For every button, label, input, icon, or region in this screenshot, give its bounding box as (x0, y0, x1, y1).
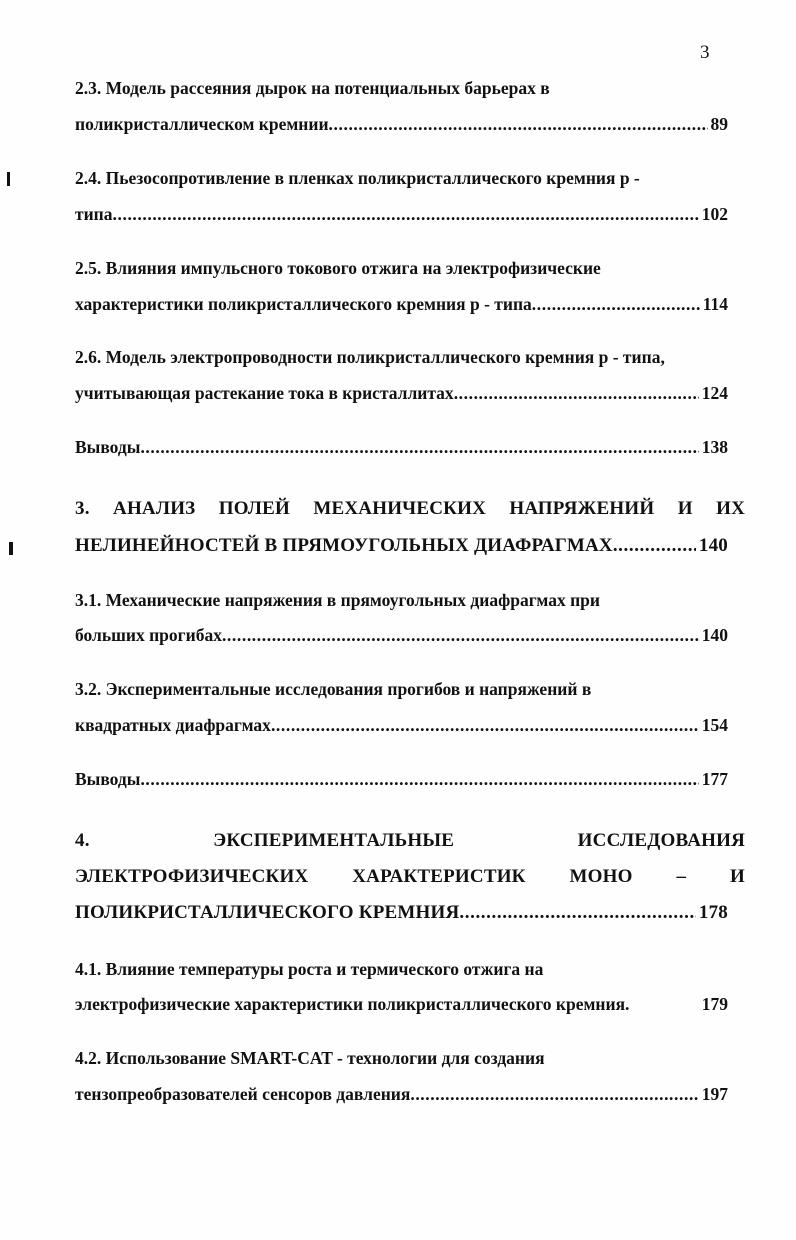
toc-entry-title: 3.2. Экспериментальные исследования прогибов и напряжений в (75, 679, 592, 699)
toc-entry-title: 2.5. Влияния импульсного токового отжига на электрофизические (75, 258, 601, 278)
toc-entry-title: Выводы (75, 769, 141, 789)
toc-page-number: 177 (701, 769, 728, 789)
dot-leader (140, 767, 698, 791)
toc-entry-title: учитывающая растекание тока в кристаллитах (75, 383, 454, 403)
toc-entry-title: характеристики поликристаллического кремния р - типа (75, 294, 532, 314)
page-number: 3 (700, 42, 710, 63)
toc-page-number: 178 (698, 902, 728, 923)
toc-page-number: 124 (701, 383, 728, 403)
toc-page-number: 140 (698, 535, 728, 556)
toc-entry-title: 4.2. Использование SMART-CAT - технологии для создания (75, 1048, 545, 1068)
dot-leader (113, 202, 699, 226)
toc-entry-title: 3.1. Механические напряжения в прямоугольных диафрагмах при (75, 590, 600, 610)
scan-mark (9, 542, 13, 555)
toc-chapter-title: ЭЛЕКТРОФИЗИЧЕСКИХ ХАРАКТЕРИСТИК МОНО – И (75, 866, 745, 887)
toc-page-number: 114 (702, 294, 728, 314)
toc-page-number: 89 (710, 114, 728, 134)
toc-page-number: 102 (701, 204, 728, 224)
scan-mark (7, 172, 10, 186)
toc-entry-title: типа (75, 204, 113, 224)
toc-entry-title: поликристаллическом кремнии (75, 114, 329, 134)
dot-leader (532, 292, 700, 316)
toc-entry-title: квадратных диафрагмах (75, 715, 271, 735)
toc-entry-title: электрофизические характеристики поликристаллического кремния. (75, 994, 630, 1014)
toc-entry-title: 2.3. Модель рассеяния дырок на потенциальных барьерах в (75, 78, 550, 98)
dot-leader (454, 381, 699, 405)
dot-leader (613, 534, 696, 558)
dot-leader (222, 623, 699, 647)
toc-entry-title: 4.1. Влияние температуры роста и термического отжига на (75, 959, 544, 979)
toc-chapter-title: 3. АНАЛИЗ ПОЛЕЙ МЕХАНИЧЕСКИХ НАПРЯЖЕНИЙ И ИХ (75, 498, 745, 519)
dot-leader (459, 901, 695, 925)
toc-entry-title: больших прогибах (75, 625, 222, 645)
toc-entry-title: 2.6. Модель электропроводности поликристаллического кремния р - типа, (75, 347, 665, 367)
toc-entry-title: тензопреобразователей сенсоров давления (75, 1084, 411, 1104)
toc-chapter-title: ПОЛИКРИСТАЛЛИЧЕСКОГО КРЕМНИЯ (75, 902, 460, 923)
dot-leader (140, 435, 698, 459)
dot-leader (329, 112, 708, 136)
dot-leader (271, 713, 699, 737)
toc-page-number: 197 (701, 1084, 728, 1104)
toc-page-number: 140 (701, 625, 728, 645)
toc-page-number: 138 (701, 437, 728, 457)
toc-chapter-title: НЕЛИНЕЙНОСТЕЙ В ПРЯМОУГОЛЬНЫХ ДИАФРАГМАХ (75, 535, 613, 556)
dot-leader (410, 1082, 698, 1106)
toc-page-number: 179 (701, 994, 728, 1014)
toc-chapter-title: 4. ЭКСПЕРИМЕНТАЛЬНЫЕ ИССЛЕДОВАНИЯ (75, 830, 745, 851)
toc-entry-title: 2.4. Пьезосопротивление в пленках поликристаллического кремния р - (75, 168, 640, 188)
toc-entry-title: Выводы (75, 437, 141, 457)
toc-page-number: 154 (701, 715, 728, 735)
